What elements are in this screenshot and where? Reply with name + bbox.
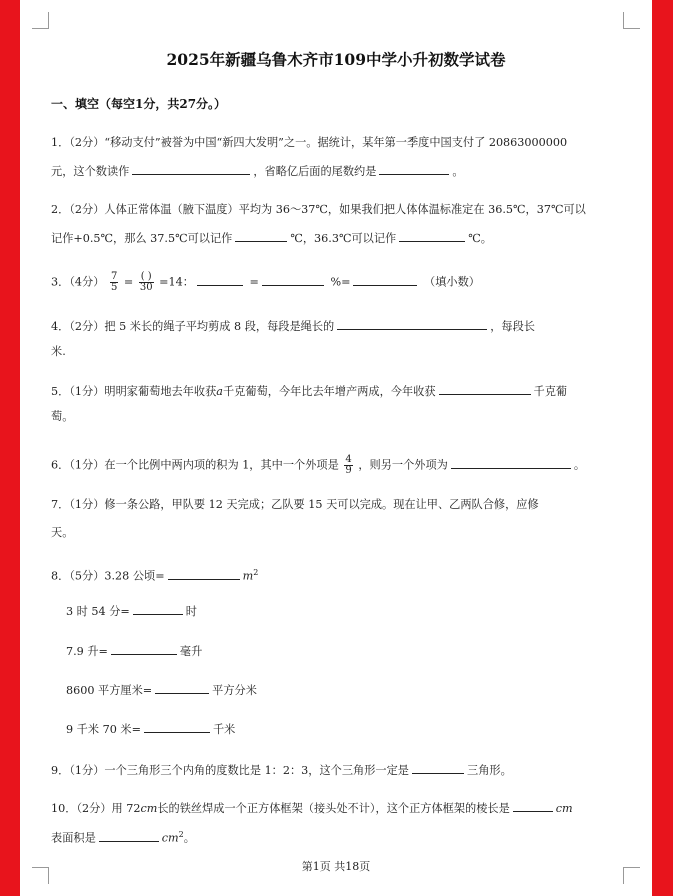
page-title: 2025年新疆乌鲁木齐市109中学小升初数学试卷 — [166, 50, 506, 69]
exam-page — [20, 0, 652, 896]
q6-line: 6．（1分）在一个比例中两内项的积为 1，其中一个外项是 $\frac{4}{9}$ ，则另一个外项为 。 — [51, 454, 586, 476]
q4-line-2: 米. — [51, 345, 66, 358]
answer-blank[interactable] — [513, 800, 553, 812]
fraction: $\frac{7}{5}$ — [110, 271, 118, 293]
crop-mark-top-right — [623, 12, 640, 29]
answer-blank[interactable] — [399, 230, 465, 242]
q3-line: 3．（4分） $\frac{7}{5}$ = $\frac{( )}{30}$ =14： = %= （填小数） — [51, 271, 480, 293]
q2-line-2: 记作+0.5℃，那么 37.5℃可以记作 ℃，36.3℃可以记作 ℃。 — [51, 232, 492, 245]
q9-line: 9．（1分）一个三角形三个内角的度数比是 1：2：3，这个三角形一定是 三角形。 — [51, 764, 512, 777]
answer-blank[interactable] — [262, 274, 324, 286]
answer-blank[interactable] — [155, 682, 209, 694]
q8-row-1: 3 时 54 分= 时 — [66, 605, 197, 618]
answer-blank[interactable] — [439, 383, 531, 395]
answer-blank[interactable] — [132, 163, 250, 175]
q7-line-2: 天。 — [51, 526, 74, 539]
answer-blank[interactable] — [99, 830, 159, 842]
answer-blank[interactable] — [412, 762, 464, 774]
answer-blank[interactable] — [353, 274, 417, 286]
answer-blank[interactable] — [144, 721, 210, 733]
fraction: $\frac{( )}{30}$ — [139, 271, 153, 293]
page-footer: 第1页 共18页 — [301, 860, 371, 873]
q4-line-1: 4．（2分）把 5 米长的绳子平均剪成 8 段，每段是绳长的 ，每段长 — [51, 320, 535, 333]
q10-line-1: 10．（2分）用 72cm长的铁丝焊成一个正方体框架（接头处不计），这个正方体框架的棱长是 cm — [51, 802, 573, 815]
q5-line-1: 5．（1分）明明家葡萄地去年收获a千克葡萄，今年比去年增产两成，今年收获 千克葡 — [51, 385, 568, 398]
fraction: $\frac{4}{9}$ — [345, 454, 352, 476]
q8-row-4: 9 千米 70 米= 千米 — [66, 723, 236, 736]
q8-row-3: 8600 平方厘米= 平方分米 — [66, 684, 257, 697]
q7-line-1: 7．（1分）修一条公路，甲队要 12 天完成；乙队要 15 天可以完成。现在让甲、乙两队合修，应修 — [51, 498, 539, 511]
answer-blank[interactable] — [168, 568, 240, 580]
q1-line-2: 元，这个数读作 ，省略亿后面的尾数约是 。 — [51, 165, 464, 178]
answer-blank[interactable] — [379, 163, 449, 175]
q10-line-2: 表面积是 $cm^2$。 — [51, 830, 195, 845]
q2-line-1: 2．（2分）人体正常体温（腋下温度）平均为 36～37℃，如果我们把人体体温标准定在 36.5℃，37℃可以 — [51, 203, 586, 216]
answer-blank[interactable] — [451, 457, 571, 469]
answer-blank[interactable] — [197, 274, 243, 286]
crop-mark-top-left — [32, 12, 49, 29]
answer-blank[interactable] — [111, 643, 177, 655]
answer-blank[interactable] — [337, 318, 487, 330]
q8-line-1: 8．（5分）3.28 公顷= $m^2$ — [51, 568, 259, 583]
q8-row-2: 7.9 升= 毫升 — [66, 645, 203, 658]
q1-line-1: 1．（2分）“移动支付”被誉为中国“新四大发明”之一。据统计，某年第一季度中国支付了 20863000000 — [51, 136, 568, 149]
section-heading: 一、填空（每空1分，共27分。） — [51, 97, 227, 111]
answer-blank[interactable] — [133, 603, 183, 615]
q5-line-2: 萄。 — [51, 410, 74, 423]
answer-blank[interactable] — [235, 230, 287, 242]
